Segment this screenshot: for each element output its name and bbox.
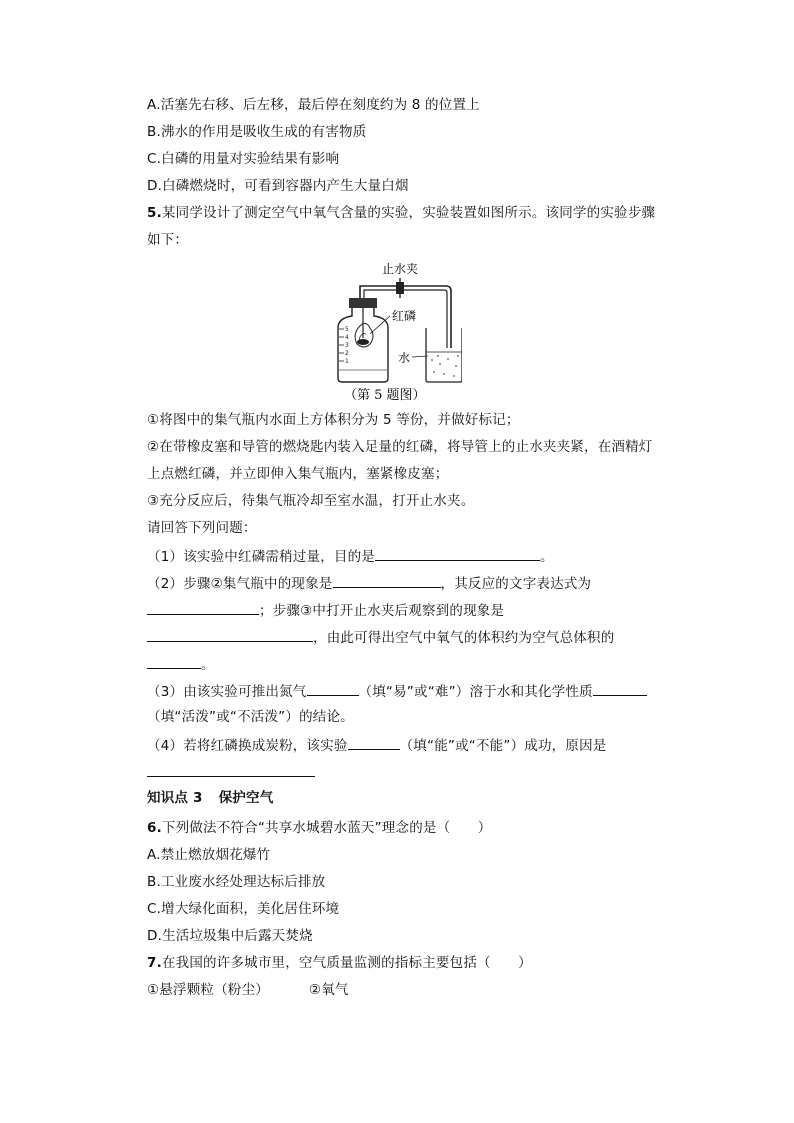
q7-stem-text: 在我国的许多城市里，空气质量监测的指标主要包括（ ） [161,955,532,971]
q5-part3-text-a: （3）由该实验可推出氮气 [147,684,307,700]
answer-blank[interactable] [307,681,359,696]
q6-option-a: A.禁止燃放烟花爆竹 [147,847,271,863]
q5-part3-line1 [147,681,647,701]
q5-part3-text-b: （填“易”或“难”）溶于水和其化学性质 [358,684,593,700]
q7-item-2: ②氧气 [308,982,349,998]
scale-4: 4 [345,334,349,341]
q5-part3-line2: （填“活泼”或“不活泼”）的结论。 [147,709,354,725]
q6-number: 6. [147,820,162,836]
q6-stem [147,819,491,837]
q5-part2-end: 。 [201,657,215,673]
scale-1: 1 [345,358,349,365]
q5-part1 [147,546,554,566]
q5-part2-line2 [147,600,504,620]
q4-option-a: A.活塞先右移、后左移，最后停在刻度约为 8 的位置上 [147,97,480,113]
q5-part2-text-a: （2）步骤②集气瓶中的现象是 [147,576,333,592]
q5-step2-line1: ②在带橡皮塞和导管的燃烧匙内装入足量的红磷，将导管上的止水夹夹紧，在酒精灯 [147,439,653,455]
scale-3: 3 [345,342,349,349]
q5-stem-line2: 如下： [147,232,189,248]
q5-part2-line4 [147,654,215,674]
scale-5: 5 [345,326,349,333]
q5-part4-line1 [147,735,606,755]
q6-option-c: C.增大绿化面积，美化居住环境 [147,901,340,917]
q5-number: 5. [147,205,162,221]
answer-blank[interactable] [147,627,313,642]
q6-stem-text: 下列做法不符合“共享水城碧水蓝天”理念的是（ ） [161,820,492,836]
q7-number: 7. [147,955,162,971]
q4-option-b: B.沸水的作用是吸收生成的有害物质 [147,124,367,140]
q5-part4-line2 [147,762,315,782]
q6-option-b: B.工业废水经处理达标后排放 [147,874,326,890]
q5-part2-line3 [147,627,614,647]
q4-option-c: C.白磷的用量对实验结果有影响 [147,151,340,167]
apparatus-diagram [330,256,462,404]
q5-apparatus-figure [330,256,462,404]
label-phosphorus: 红磷 [392,309,417,323]
section-title: 保护空气 [218,790,274,806]
q5-part2-line1 [147,573,591,593]
q5-prompt: 请回答下列问题： [147,520,257,536]
q5-part2-text-b: ，其反应的文字表达式为 [440,576,592,592]
q5-part2-text-d: ，由此可得出空气中氧气的体积约为空气总体积的 [313,630,615,646]
label-clamp: 止水夹 [382,262,419,276]
answer-blank[interactable] [147,654,201,669]
section-heading [147,789,273,807]
q5-stem-line1 [147,204,655,222]
q7-stem [147,954,532,972]
q5-part4-text-b: （填“能”或“不能”）成功，原因是 [399,738,607,754]
q5-step2-line2: 上点燃红磷，并立即伸入集气瓶内，塞紧橡皮塞； [147,466,449,482]
q5-stem-text: 某同学设计了测定空气中氧气含量的实验，实验装置如图所示。该同学的实验步骤 [161,205,656,221]
q5-part1-end: 。 [540,549,554,565]
answer-blank[interactable] [375,546,540,561]
q7-item-1: ①悬浮颗粒（粉尘） [147,982,269,998]
q4-option-d: D.白磷燃烧时，可看到容器内产生大量白烟 [147,178,409,194]
q5-step1: ①将图中的集气瓶内水面上方体积分为 5 等份，并做好标记； [147,412,520,428]
q5-part1-text: （1）该实验中红磷需稍过量，目的是 [147,549,375,565]
q6-option-d: D.生活垃圾集中后露天焚烧 [147,928,313,944]
answer-blank[interactable] [348,735,400,750]
label-water: 水 [398,351,411,365]
answer-blank[interactable] [593,681,647,696]
q7-items [147,981,349,999]
answer-blank[interactable] [333,573,441,588]
scale-2: 2 [345,350,349,357]
answer-blank[interactable] [147,600,259,615]
section-label: 知识点 3 [147,790,203,806]
answer-blank[interactable] [147,762,315,777]
q5-part4-text-a: （4）若将红磷换成炭粉，该实验 [147,738,348,754]
q5-part2-text-c: ；步骤③中打开止水夹后观察到的现象是 [259,603,505,619]
q5-step3: ③充分反应后，待集气瓶冷却至室水温，打开止水夹。 [147,493,475,509]
figure-caption: （第 5 题图） [344,388,426,403]
